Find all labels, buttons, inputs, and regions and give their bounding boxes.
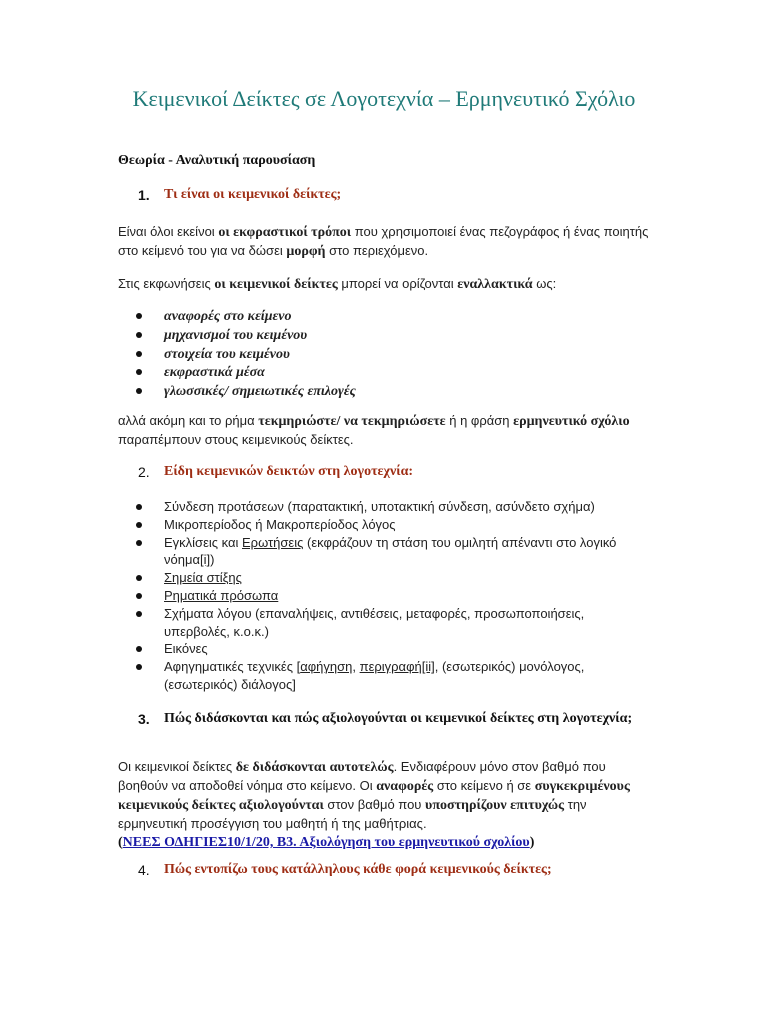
bullet-icon: [136, 332, 142, 338]
list-item: αναφορές στο κείμενο: [118, 307, 638, 326]
bullet-icon: [136, 522, 142, 528]
section-3-number: 3.: [138, 711, 150, 727]
list-item: Αφηγηματικές τεχνικές [αφήγηση, περιγραφή[ii], (εσωτερικός) μονόλογος, (εσωτερικός) διάλογος]: [118, 658, 638, 694]
section-1-number: 1.: [138, 187, 150, 203]
bullet-icon: [136, 611, 142, 617]
footnote-ii-link[interactable]: [ii]: [421, 659, 435, 675]
subtitle: Θεωρία - Αναλυτική παρουσίαση: [118, 153, 316, 168]
list-item: Εγκλίσεις και Ερωτήσεις (εκφράζουν τη στάση του ομιλητή απέναντι στο λογικό νόημα[i]): [118, 534, 638, 570]
bullet-icon: [136, 575, 142, 581]
section-3-title: Πώς διδάσκονται και πώς αξιολογούνται οι κειμενικοί δείκτες στη λογοτεχνία;: [164, 711, 633, 726]
page-title: Κειμενικοί Δείκτες σε Λογοτεχνία – Ερμηνευτικό Σχόλιο: [132, 86, 636, 111]
section-4-title: Πώς εντοπίζω τους κατάλληλους κάθε φορά κειμενικούς δείκτες;: [164, 862, 552, 877]
section-4-number: 4.: [138, 862, 150, 878]
list-item: Εικόνες: [118, 640, 638, 658]
section-2-title: Είδη κειμενικών δεικτών στη λογοτεχνία:: [164, 464, 414, 479]
bullet-icon: [136, 504, 142, 510]
list-item: εκφραστικά μέσα: [118, 363, 638, 382]
bullet-icon: [136, 388, 142, 394]
list-item: Σύνδεση προτάσεων (παρατακτική, υποτακτική σύνδεση, ασύνδετο σχήμα): [118, 498, 638, 516]
list-item: Σχήματα λόγου (επαναλήψεις, αντιθέσεις, μεταφορές, προσωποποιήσεις, υπερβολές, κ.ο.κ.): [118, 605, 638, 641]
bullet-icon: [136, 313, 142, 319]
list-item: [118, 587, 638, 605]
indicator-types-list: [118, 498, 638, 694]
bullet-icon: [136, 593, 142, 599]
bullet-icon: [136, 351, 142, 357]
bullet-icon: [136, 664, 142, 670]
list-item: μηχανισμοί του κειμένου: [118, 326, 638, 345]
section-3-paragraph: Οι κειμενικοί δείκτες δε διδάσκονται αυτοτελώς. Ενδιαφέρουν μόνο στον βαθμό που βοηθούν να αποδοθεί νόημα στο κείμενο. Οι αναφορές στο κείμενο ή σε συγκεκριμένους κειμενικούς δείκτες αξιολογούνται στον βαθμό που υποστηρίζουν επιτυχώς την ερμηνευτική προσέγγιση του μαθητή ή της μαθήτριας. (ΝΕΕΣ ΟΔΗΓΙΕΣ10/1/20, Β3. Αξιολόγηση του ερμηνευτικού σχολίου): [118, 759, 630, 850]
punctuation-link[interactable]: Σημεία στίξης: [164, 570, 242, 586]
footnote-i-link[interactable]: [i]: [199, 552, 211, 568]
list-item: [118, 569, 638, 587]
section-1-title: Τι είναι οι κειμενικοί δείκτες;: [164, 187, 342, 202]
list-item: Μικροπερίοδος ή Μακροπερίοδος λόγος: [118, 516, 638, 534]
description-link[interactable]: περιγραφή: [359, 659, 422, 675]
bullet-icon: [136, 369, 142, 375]
section-1-paragraph-3: αλλά ακόμη και το ρήμα τεκμηριώστε/ να τεκμηριώσετε ή η φράση ερμηνευτικό σχόλιο παραπέμπουν στους κειμενικούς δείκτες.: [118, 413, 630, 447]
questions-link[interactable]: Ερωτήσεις: [242, 534, 304, 550]
narration-link[interactable]: αφήγηση: [300, 659, 353, 675]
new-guidelines-link[interactable]: ΝΕΕΣ ΟΔΗΓΙΕΣ10/1/20, Β3. Αξιολόγηση του ερμηνευτικού σχολίου: [122, 835, 530, 850]
list-item: γλωσσικές/ σημειωτικές επιλογές: [118, 382, 638, 401]
list-item: στοιχεία του κειμένου: [118, 345, 638, 364]
indicator-terms-list: [118, 307, 638, 401]
bullet-icon: [136, 540, 142, 546]
section-1-paragraph-2: Στις εκφωνήσεις οι κειμενικοί δείκτες μπορεί να ορίζονται εναλλακτικά ως:: [118, 276, 557, 292]
verb-persons-link[interactable]: Ρηματικά πρόσωπα: [164, 587, 279, 603]
section-1-paragraph-1: Είναι όλοι εκείνοι οι εκφραστικοί τρόποι που χρησιμοποιεί ένας πεζογράφος ή ένας ποιητής στο κείμενό του για να δώσει μορφή στο περιεχόμενο.: [118, 224, 649, 259]
section-2-number: 2.: [138, 464, 150, 480]
bullet-icon: [136, 646, 142, 652]
